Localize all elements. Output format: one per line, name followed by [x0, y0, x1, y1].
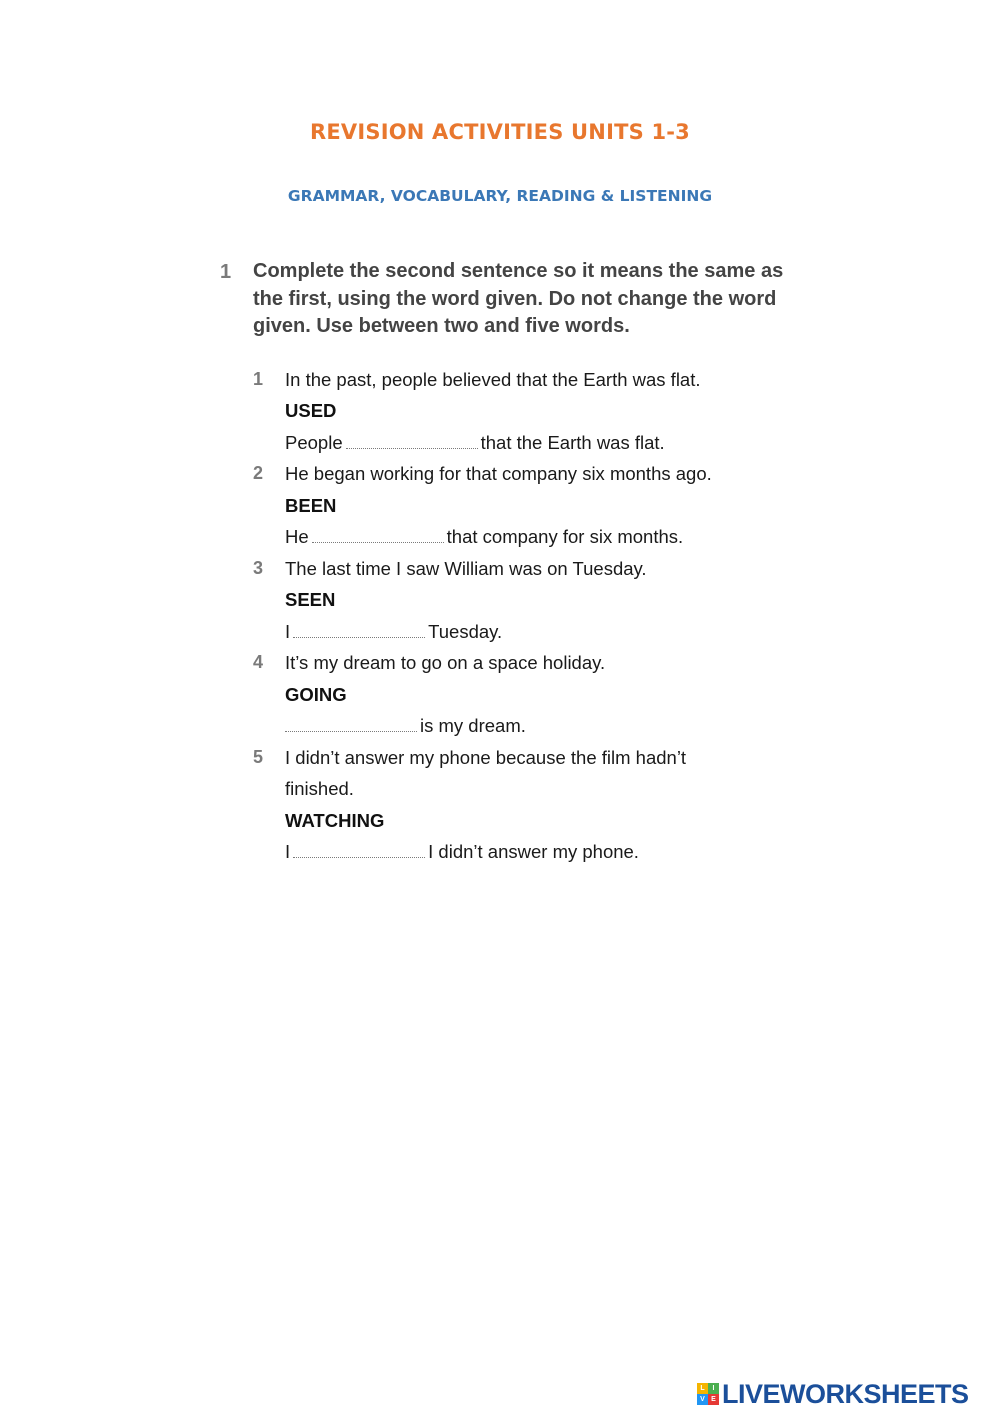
- answer-blank[interactable]: [346, 434, 478, 449]
- rewrite-after: Tuesday.: [428, 620, 503, 642]
- rewrite-after: that the Earth was flat.: [480, 431, 665, 453]
- item-keyword: GOING: [285, 683, 347, 705]
- logo-icon-letter: I: [708, 1383, 719, 1394]
- exercise-instruction: Complete the second sentence so it means the same as the first, using the word given. Do not change the word given. Use between two and five words.: [253, 260, 784, 337]
- answer-blank[interactable]: [312, 528, 444, 543]
- item-keyword: SEEN: [285, 589, 336, 610]
- worksheet-subtitle: GRAMMAR, VOCABULARY, READING & LISTENING: [287, 187, 713, 205]
- rewrite-before: I: [285, 620, 291, 642]
- logo-icon: [697, 1383, 719, 1405]
- answer-blank[interactable]: [293, 843, 425, 858]
- item-rewrite: [285, 521, 820, 553]
- worksheet-title: REVISION ACTIVITIES UNITS 1-3: [310, 120, 690, 144]
- rewrite-before: He: [285, 526, 309, 547]
- list-item: [253, 647, 820, 742]
- list-item: [253, 742, 820, 868]
- exercise-items: [220, 364, 820, 868]
- logo-icon-letter: V: [697, 1394, 708, 1405]
- list-item: [253, 553, 820, 648]
- item-keyword: USED: [285, 400, 337, 421]
- answer-blank[interactable]: [285, 717, 417, 732]
- item-sentence: The last time I saw William was on Tuesday.: [285, 557, 647, 579]
- item-rewrite: [285, 616, 820, 648]
- rewrite-after: I didn’t answer my phone.: [428, 841, 639, 862]
- exercise-header: [220, 258, 820, 341]
- logo-icon-letter: E: [708, 1394, 719, 1405]
- item-number: 3: [253, 557, 264, 578]
- item-sentence: In the past, people believed that the Earth was flat.: [285, 368, 701, 390]
- list-item: [253, 364, 820, 459]
- item-number: 5: [253, 746, 264, 767]
- item-keyword: BEEN: [285, 494, 337, 516]
- rewrite-before: People: [285, 431, 343, 453]
- item-rewrite: [285, 427, 820, 459]
- item-number: 1: [253, 368, 264, 389]
- item-sentence: He began working for that company six months ago.: [285, 463, 712, 484]
- item-number: 2: [253, 463, 264, 483]
- item-rewrite: [285, 710, 820, 742]
- rewrite-after: is my dream.: [420, 715, 526, 736]
- logo-text: LIVEWORKSHEETS: [722, 1378, 969, 1409]
- answer-blank[interactable]: [293, 623, 425, 638]
- item-sentence: I didn’t answer my phone because the film hadn’t finished.: [285, 746, 687, 799]
- item-rewrite: [285, 836, 820, 868]
- item-sentence: It’s my dream to go on a space holiday.: [285, 652, 606, 673]
- item-keyword: WATCHING: [285, 809, 385, 831]
- rewrite-before: I: [285, 841, 291, 862]
- exercise-section: [220, 258, 820, 868]
- liveworksheets-logo: [697, 1380, 969, 1408]
- rewrite-after: that company for six months.: [446, 526, 684, 547]
- logo-icon-letter: L: [697, 1383, 708, 1394]
- exercise-number: 1: [220, 261, 232, 283]
- list-item: [253, 458, 820, 553]
- item-number: 4: [253, 652, 264, 672]
